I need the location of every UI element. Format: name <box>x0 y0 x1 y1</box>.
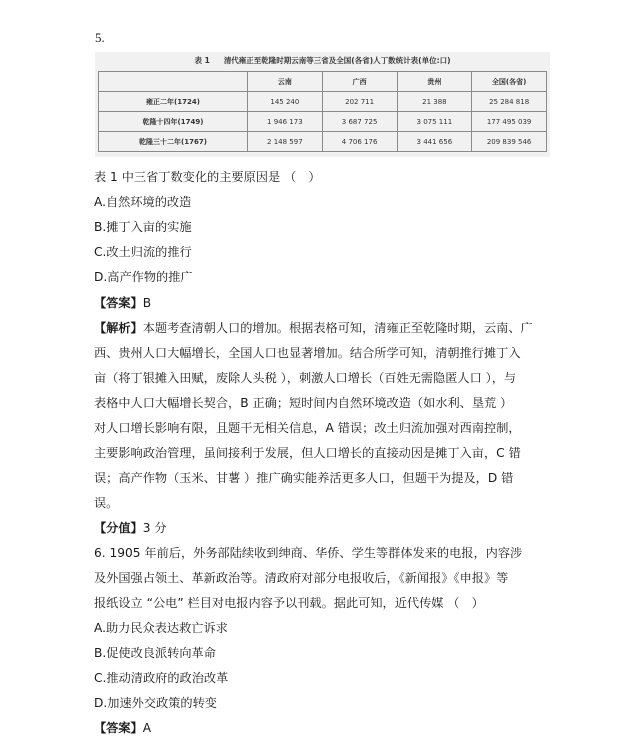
analysis-line: 对人口增长影响有限，且题干无相关信息，A 错误；改土归流加强对西南控制， <box>94 421 521 435</box>
answer-value: A <box>142 721 152 735</box>
question-5-score <box>94 519 167 536</box>
analysis-label: 【解析】 <box>94 321 143 335</box>
table-caption-text: 清代雍正至乾隆时期云南等三省及全国(各省)人丁数统计表(单位:口) <box>223 56 451 65</box>
analysis-line: 表格中人口大幅增长契合，B 正确；短时间内自然环境改造（如水利、垦荒 ） <box>94 396 513 410</box>
score-label: 【分值】 <box>94 521 143 535</box>
table-caption <box>95 55 550 66</box>
question-6-answer <box>94 719 151 736</box>
population-table-figure <box>95 52 550 157</box>
table-header-cell: 广西 <box>322 72 397 92</box>
analysis-text: 本题考查清朝人口的增加。根据表格可知，清雍正至乾隆时期，云南、广 <box>142 321 533 335</box>
population-table <box>98 71 547 152</box>
question-5-option-d: D.高产作物的推广 <box>94 270 193 284</box>
score-value: 3 分 <box>142 521 167 535</box>
table-row <box>99 112 547 132</box>
question-6-option-a: A.助力民众表达救亡诉求 <box>94 621 228 635</box>
question-6-option-c: C.推动清政府的政治改革 <box>94 671 229 685</box>
table-row <box>99 92 547 112</box>
table-cell: 209 839 546 <box>472 132 547 152</box>
analysis-line: 误；高产作物（玉米、甘薯 ）推广确实能养活更多人口，但题干为提及，D 错 <box>94 471 514 485</box>
answer-label: 【答案】 <box>94 721 143 735</box>
table-header-row <box>99 72 547 92</box>
analysis-line: 西、贵州人口大幅增长，全国人口也显著增加。结合所学可知，清朝推行摊丁入 <box>94 346 521 360</box>
answer-value: B <box>142 296 152 310</box>
table-cell: 145 240 <box>248 92 323 112</box>
analysis-line <box>94 319 533 336</box>
table-cell: 202 711 <box>322 92 397 112</box>
table-header-cell <box>99 72 248 92</box>
analysis-line: 误。 <box>94 496 119 510</box>
question-5-answer <box>94 294 151 311</box>
question-5-option-a: A.自然环境的改造 <box>94 195 192 209</box>
question-5-option-b: B.摊丁入亩的实施 <box>94 220 192 234</box>
table-header-cell: 云南 <box>248 72 323 92</box>
table-cell: 25 284 818 <box>472 92 547 112</box>
question-5-number: 5. <box>95 30 105 45</box>
table-row-label: 乾隆十四年(1749) <box>99 112 248 132</box>
question-6-option-b: B.促使改良派转向革命 <box>94 646 216 660</box>
table-cell: 3 687 725 <box>322 112 397 132</box>
table-cell: 3 441 656 <box>397 132 472 152</box>
table-cell: 1 946 173 <box>248 112 323 132</box>
table-row <box>99 132 547 152</box>
table-caption-number: 表 1 <box>194 56 210 65</box>
analysis-line: 亩（将丁银摊入田赋，废除人头税 ），刺激人口增长（百姓无需隐匿人口 ），与 <box>94 371 517 385</box>
question-6-option-d: D.加速外交政策的转变 <box>94 696 217 710</box>
question-5-option-c: C.改土归流的推行 <box>94 245 192 259</box>
question-6-stem-line: 6. 1905 年前后，外务部陆续收到绅商、华侨、学生等群体发来的电报，内容涉 <box>94 546 523 560</box>
question-6-stem-line: 及外国强占领土、革新政治等。清政府对部分电报收后，《新闻报》《申报》等 <box>94 571 509 585</box>
question-5-stem: 表 1 中三省丁数变化的主要原因是 （ ） <box>94 170 321 184</box>
table-row-label: 雍正二年(1724) <box>99 92 248 112</box>
table-cell: 21 388 <box>397 92 472 112</box>
table-cell: 4 706 176 <box>322 132 397 152</box>
table-header-cell: 全国(各省) <box>472 72 547 92</box>
question-6-stem-line: 报纸设立 “公电” 栏目对电报内容予以刊载。据此可知，近代传媒 （ ） <box>94 596 484 610</box>
answer-label: 【答案】 <box>94 296 143 310</box>
table-cell: 2 148 597 <box>248 132 323 152</box>
analysis-line: 主要影响政治管理，虽间接利于发展，但人口增长的直接动因是摊丁入亩，C 错 <box>94 446 521 460</box>
table-cell: 3 075 111 <box>397 112 472 132</box>
table-row-label: 乾隆三十二年(1767) <box>99 132 248 152</box>
table-cell: 177 495 039 <box>472 112 547 132</box>
table-header-cell: 贵州 <box>397 72 472 92</box>
